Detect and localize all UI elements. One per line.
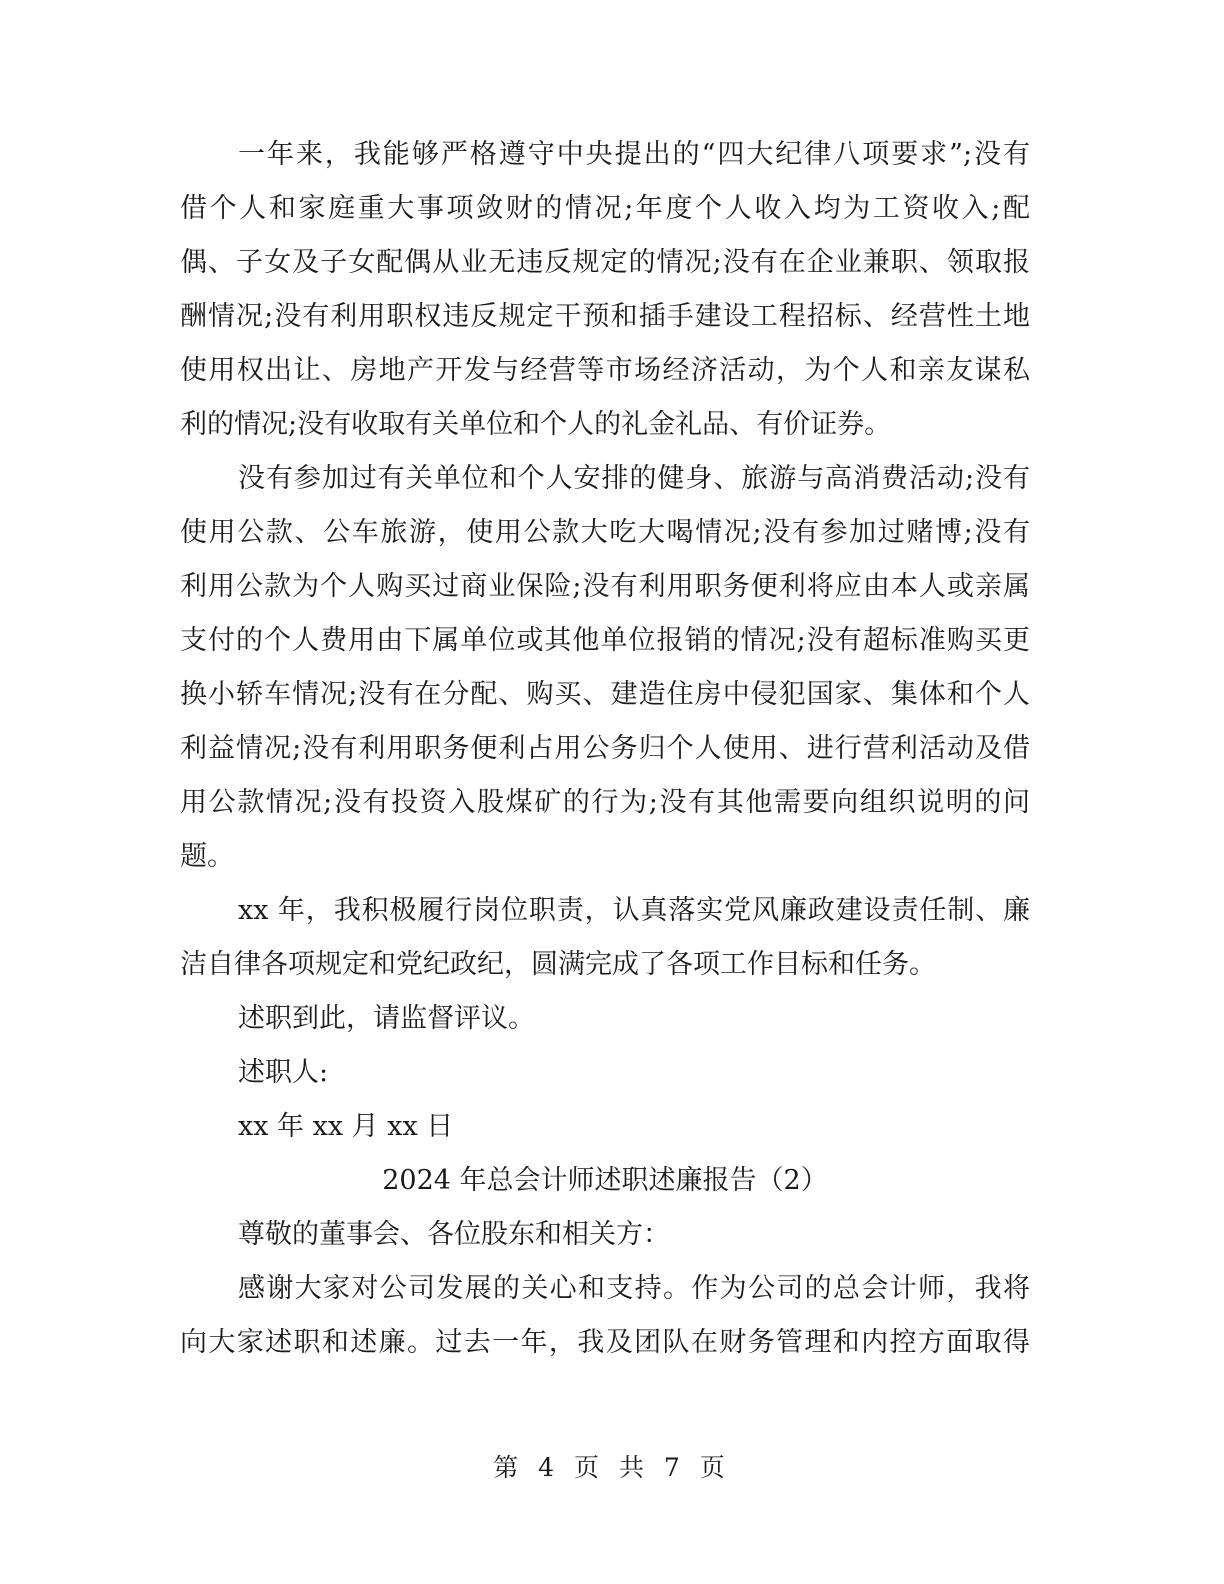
- text-line: 使用权出让、房地产开发与经营等市场经济活动，为个人和亲友谋私: [180, 355, 1030, 386]
- text-line: 没有参加过有关单位和个人安排的健身、旅游与高消费活动;没有: [238, 463, 1030, 494]
- paragraph-discipline: [180, 128, 1030, 452]
- text-line: 利益情况;没有利用职务便利占用公务归个人使用、进行营利活动及借: [180, 733, 1030, 764]
- text-line: 感谢大家对公司发展的关心和支持。作为公司的总会计师，我将: [238, 1273, 1030, 1304]
- text-line: 酬情况;没有利用职权违反规定干预和插手建设工程招标、经营性土地: [180, 301, 1030, 332]
- closing-request: 述职到此，请监督评议。: [238, 1003, 535, 1034]
- document-page: [180, 128, 1030, 1370]
- text-line: 用公款情况;没有投资入股煤矿的行为;没有其他需要向组织说明的问: [180, 787, 1030, 818]
- text-line: 支付的个人费用由下属单位或其他单位报销的情况;没有超标准购买更: [180, 625, 1030, 656]
- text-line: 一年来，我能够严格遵守中央提出的“四大纪律八项要求”;没有: [238, 139, 1030, 170]
- paragraph-summary: [180, 884, 1030, 992]
- text-line: 利的情况;没有收取有关单位和个人的礼金礼品、有价证券。: [180, 409, 892, 440]
- text-line: 向大家述职和述廉。过去一年，我及团队在财务管理和内控方面取得: [180, 1327, 1030, 1358]
- text-line: 洁自律各项规定和党纪政纪，圆满完成了各项工作目标和任务。: [180, 949, 936, 980]
- closing-block: [180, 992, 1030, 1154]
- text-line: 借个人和家庭重大事项敛财的情况;年度个人收入均为工资收入;配: [180, 193, 1030, 224]
- signature-label: 述职人:: [238, 1057, 329, 1088]
- paragraph-conduct: [180, 452, 1030, 884]
- section-heading: 2024 年总会计师述职述廉报告（2）: [382, 1165, 828, 1196]
- text-line: 使用公款、公车旅游，使用公款大吃大喝情况;没有参加过赌博;没有: [180, 517, 1030, 548]
- text-line: xx 年，我积极履行岗位职责，认真落实党风廉政建设责任制、廉: [238, 895, 1030, 926]
- text-line: 利用公款为个人购买过商业保险;没有利用职务便利将应由本人或亲属: [180, 571, 1030, 602]
- date-line: xx 年 xx 月 xx 日: [238, 1111, 454, 1142]
- page-footer: 第 4 页 共 7 页: [493, 1453, 731, 1482]
- salutation: 尊敬的董事会、各位股东和相关方：: [238, 1219, 670, 1250]
- paragraph-intro: [180, 1262, 1030, 1370]
- text-line: 题。: [180, 841, 234, 872]
- text-line: 偶、子女及子女配偶从业无违反规定的情况;没有在企业兼职、领取报: [180, 247, 1030, 278]
- text-line: 换小轿车情况;没有在分配、购买、建造住房中侵犯国家、集体和个人: [180, 679, 1030, 710]
